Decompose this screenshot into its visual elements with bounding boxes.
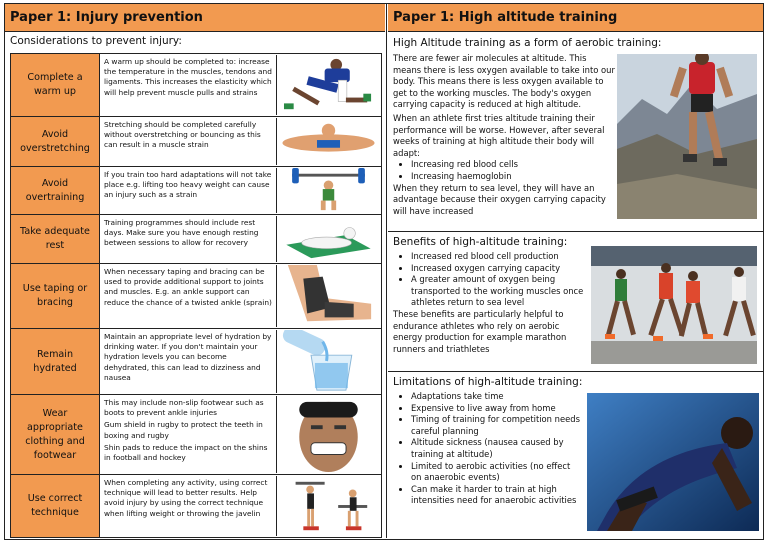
aerobic-paragraph-2: When an athlete first tries altitude training their performance will be worse. However, after several weeks of training at high altitude their body will adapt: [393,112,605,158]
aerobic-training-heading: High Altitude training as a form of aerobic training: [393,37,662,49]
row-label: Use correct technique [11,475,100,537]
table-row [10,328,382,395]
altitude-training-panel [388,4,763,538]
exhausted-athlete-icon [587,393,759,531]
list-item: • Increasing red blood cells [411,159,615,171]
benefits-section [388,232,763,372]
list-item: • A greater amount of oxygen being transported to the working muscles once athletes return to sea level [411,274,589,309]
limitations-heading: Limitations of high-altitude training: [393,376,583,388]
benefits-heading: Benefits of high-altitude training: [393,236,568,248]
row-text-paragraph: Gum shield in rugby to protect the teeth in boxing and rugby [104,420,263,440]
weightlifter-icon [276,168,380,213]
row-label: Wear appropriate clothing and footwear [11,395,100,474]
injury-prevention-title: Paper 1: Injury prevention [5,4,385,32]
row-text-paragraph: When necessary taping and bracing can be used to provide additional support to joints and muscles. E.g. an ankle support can reduce the chance of a twisted ankle (sprain) [104,267,272,307]
considerations-subtitle: Considerations to prevent injury: [10,35,182,47]
benefits-paragraph: These benefits are particularly helpful to endurance athletes who rely on aerobic energy production for example marathon runners and triathletes [393,308,567,354]
list-item: • Increasing haemoglobin [411,171,615,183]
aerobic-paragraph-1: There are fewer air molecules at altitude. This means there is less oxygen available to take into our body. This means there is less oxygen available to get to the working muscles. The body's oxygen carrying capacity is reduced at high altitude. [393,53,615,110]
stretched-figure-icon [276,118,380,165]
list-item: • Increased red blood cell production [411,251,589,263]
hurdle-stretch-icon [276,55,380,115]
marathon-runners-icon [591,246,757,364]
row-label: Complete a warm up [11,54,100,116]
table-row [10,53,382,117]
revision-sheet [4,3,764,540]
list-item: • Increased oxygen carrying capacity [411,263,589,275]
table-row [10,474,382,538]
row-text [104,267,274,310]
row-text-paragraph: If you train too hard adaptations will not take place e.g. lifting too heavy weight can cause an injury such as a strain [104,170,272,200]
exhausted-athlete-photo [587,393,759,531]
row-label: Take adequate rest [11,215,100,263]
row-label: Remain hydrated [11,329,100,394]
row-text [104,120,274,153]
mountain-runner-photo [617,54,757,219]
row-text-paragraph: Maintain an appropriate level of hydration by drinking water. If you don't maintain your hydration levels you can become dehydrated, this can lead to dizziness and nausea [104,332,272,382]
row-text [104,478,274,521]
row-label: Avoid overtraining [11,167,100,214]
row-text [104,170,274,203]
marathon-runners-photo [591,246,757,364]
benefits-list [411,251,589,309]
row-text-paragraph: Training programmes should include rest days. Make sure you have enough resting between sessions to allow for recovery [104,218,259,248]
aerobic-paragraph-3: When they return to sea level, they will have an advantage because their oxygen carrying capacity will have increased [393,182,606,216]
list-item: • Limited to aerobic activities (no effect on anaerobic events) [411,461,581,484]
row-text-paragraph: A warm up should be completed to: increase the temperature in the muscles, tendons and ligaments. This increases the elasticity which will help prevent muscle pulls and strains [104,57,272,97]
table-row [10,263,382,329]
resting-figure-icon [276,216,380,262]
row-text [104,332,274,385]
row-label: Avoid overstretching [11,117,100,166]
table-row [10,214,382,264]
row-text [104,218,274,251]
water-glass-icon [276,330,380,393]
ankle-brace-icon [276,265,380,327]
list-item: • Altitude sickness (nausea caused by training at altitude) [411,437,581,460]
table-row [10,116,382,167]
mountain-runner-icon [617,54,757,219]
injury-prevention-panel [5,4,387,538]
row-text-paragraph: This may include non-slip footwear such as boots to prevent ankle injuries [104,398,264,418]
table-row [10,394,382,475]
list-item: • Expensive to live away from home [411,403,581,415]
lifting-technique-icon [276,476,380,536]
row-text-paragraph: Shin pads to reduce the impact on the shins in football and hockey [104,442,268,463]
limitations-section [388,372,763,538]
row-label: Use taping or bracing [11,264,100,328]
row-text [104,398,274,465]
list-item: • Can make it harder to train at high intensities need for anaerobic activities [411,484,581,507]
row-text-paragraph: Stretching should be completed carefully without overstretching or bouncing as this can result in a muscle strain [104,120,261,150]
list-item: • Timing of training for competition needs careful planning [411,414,581,437]
row-text-paragraph: When completing any activity, using correct technique will lead to better results. Help avoid injury by using the correct technique when lifting weight or throwing the javelin [104,478,268,518]
row-text [104,57,274,100]
table-row [10,166,382,215]
altitude-training-title: Paper 1: High altitude training [388,4,763,32]
list-item: • Adaptations take time [411,391,581,403]
adaptation-list [411,159,615,182]
gum-shield-face-icon [276,396,380,473]
aerobic-training-section [388,33,763,232]
limitations-list [411,391,581,507]
